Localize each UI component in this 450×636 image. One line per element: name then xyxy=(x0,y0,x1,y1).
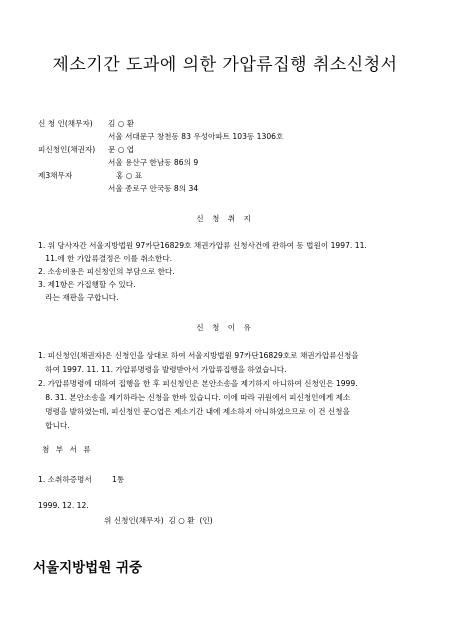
purpose-heading: 신 청 취 지 xyxy=(196,214,254,223)
reason-line: 1. 피신청인(채권자)은 신청인을 상대로 하여 서울지방법원 97카단16829호로 채권가압류신청을 xyxy=(38,351,359,360)
filing-date: 1999. 12. 12. xyxy=(38,501,89,510)
party-respondent-role: 피신청인(채권자) xyxy=(38,145,96,154)
purpose-line: 라는 재판을 구합니다. xyxy=(38,293,119,302)
attachment-item-name: 1. 소취하증명서 xyxy=(38,475,92,484)
party-applicant-address: 서울 서대문구 창천동 83 우성아파트 103동 1306호 xyxy=(108,132,284,141)
reason-line: 2. 가압류명령에 대하여 집행을 한 후 피신청인은 본안소송을 제기하지 아니하여 신청인은 1999. xyxy=(38,379,358,388)
reason-line: 하여 1997. 11. 11. 가압류명령을 발령받아서 가압류집행을 하였습니다. xyxy=(38,365,287,374)
party-applicant-role: 신 청 인(채무자) xyxy=(38,119,93,128)
party-third-debtor-role: 제3채무자 xyxy=(38,171,73,180)
purpose-line: 1. 위 당사자간 서울지방법원 97카단16829호 채권가압류 신청사건에 관하여 동 법원이 1997. 11. xyxy=(38,241,367,250)
signature-line: 위 신청인(채무자) 김 ○ 환 (인) xyxy=(104,516,213,525)
purpose-line: 3. 제1항은 가집행할 수 있다. xyxy=(38,280,136,289)
reason-line: 명령을 발하였는데, 피신청인 문○엽은 제소기간 내에 제소하지 아니하였으므로 이 건 신청을 xyxy=(38,407,350,416)
court-addressee: 서울지방법원 귀중 xyxy=(33,560,143,576)
party-applicant-name: 김 ○ 환 xyxy=(108,119,135,128)
purpose-line: 2. 소송비용은 피신청인의 부담으로 한다. xyxy=(38,267,175,276)
party-respondent-address: 서울 용산구 한남동 86의 9 xyxy=(108,158,199,167)
attachment-item-count: 1통 xyxy=(112,475,125,484)
party-third-debtor-name: 홍 ○ 표 xyxy=(116,171,143,180)
reason-line: 합니다. xyxy=(38,421,70,430)
attachments-heading: 첨 부 서 류 xyxy=(42,445,93,454)
document-title: 제소기간 도과에 의한 가압류집행 취소신청서 xyxy=(52,55,398,75)
party-respondent-name: 문 ○ 엽 xyxy=(108,145,135,154)
party-third-debtor-address: 서울 종로구 안국동 8의 34 xyxy=(108,184,199,193)
reason-line: 8. 31. 본안소송을 제기하라는 신청을 한바 있습니다. 이에 따라 귀원에서 피신청인에게 제소 xyxy=(38,393,351,402)
purpose-line: 11.에 한 가압류결정은 이를 취소한다. xyxy=(38,254,173,263)
reason-heading: 신 청 이 유 xyxy=(196,323,254,332)
